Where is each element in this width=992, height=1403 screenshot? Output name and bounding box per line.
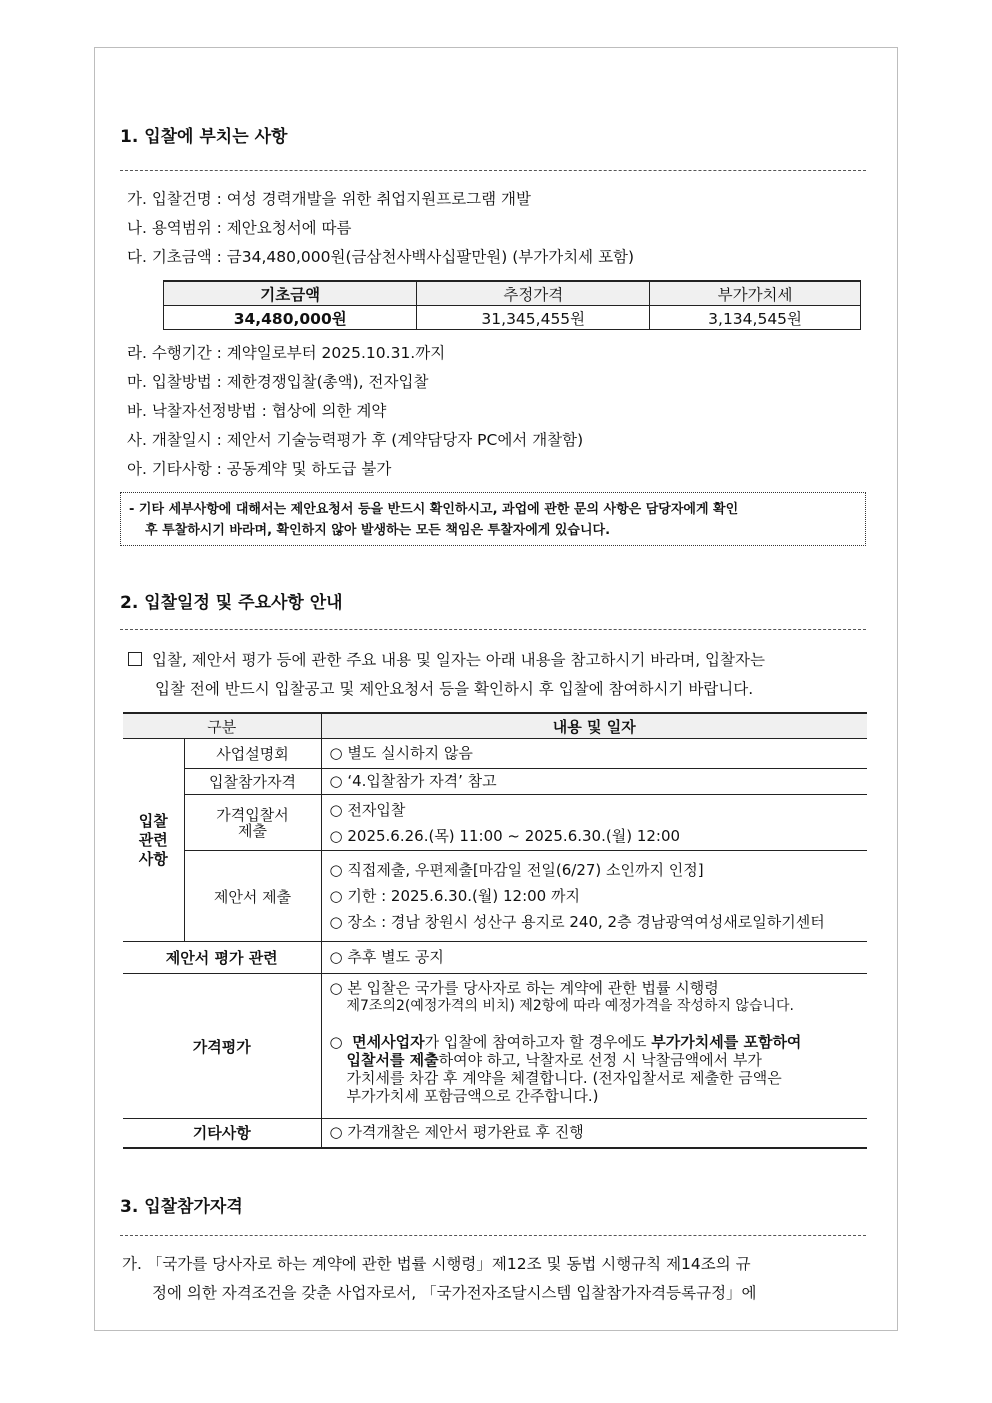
intro-line (128, 648, 765, 670)
group-label-line: 사항 (138, 849, 168, 868)
label-line: 가격입찰서 (216, 805, 289, 824)
row-content (321, 942, 867, 974)
content-line: ○ 추후 별도 공지 (329, 948, 444, 966)
text: 가 입찰에 참여하고자 할 경우에도 (424, 1033, 652, 1051)
row-label: 사업설명회 (184, 739, 321, 769)
content-line: ○ 장소 : 경남 창원시 성산구 용지로 240, 2층 경남광역여성새로일하기센터 (329, 913, 825, 931)
content-line: ○ 전자입찰 (329, 800, 406, 819)
schedule-table (123, 712, 867, 1149)
base-price-table (163, 280, 861, 330)
content-line: ○ 직접제출, 우편제출[마감일 전일(6/27) 소인까지 인정] (329, 861, 704, 879)
row-label: 가격평가 (123, 974, 321, 1119)
bold-text: 면세사업자 (352, 1033, 425, 1051)
bold-text: 부가가치세를 포함하여 (651, 1033, 802, 1051)
item-ra: 라. 수행기간 : 계약일로부터 2025.10.31.까지 (127, 344, 446, 362)
content-line: 부가가치세 포함금액으로 간주합니다.) (346, 1087, 599, 1105)
notice-box (120, 492, 866, 546)
row-label (184, 795, 321, 851)
group-label-line: 관련 (138, 830, 168, 849)
group-label (123, 739, 184, 942)
item-a: 아. 기타사항 : 공동계약 및 하도급 불가 (127, 460, 392, 478)
item-ba: 바. 낙찰자선정방법 : 협상에 의한 계약 (127, 402, 387, 420)
bullet: ○ (329, 1033, 343, 1051)
item-ga: 가. 입찰건명 : 여성 경력개발을 위한 취업지원프로그램 개발 (127, 190, 531, 208)
notice-line: - 기타 세부사항에 대해서는 제안요청서 등을 반드시 확인하시고, 과업에 관한 문의 사항은 담당자에게 확인 (129, 502, 739, 517)
content-line (322, 1051, 868, 1069)
divider (120, 629, 866, 630)
row-content (321, 739, 867, 769)
checkbox-square-icon (128, 652, 142, 666)
table-header: 추정가격 (417, 281, 650, 306)
row-label: 제안서 제출 (184, 851, 321, 942)
row-label: 입찰참가자격 (184, 769, 321, 795)
label-line: 제출 (238, 821, 267, 840)
content-line: ○ 기한 : 2025.6.30.(월) 12:00 까지 (329, 887, 580, 905)
intro-line: 입찰 전에 반드시 입찰공고 및 제안요청서 등을 확인하시 후 입찰에 참여하시기 바랍니다. (155, 680, 754, 698)
group-label-line: 입찰 (138, 811, 168, 830)
section1-title: 1. 입찰에 부치는 사항 (120, 127, 288, 147)
notice-line: 후 투찰하시기 바라며, 확인하지 않아 발생하는 모든 책임은 투찰자에게 있습니다. (145, 523, 611, 538)
row-label: 기타사항 (123, 1119, 321, 1148)
table-header: 내용 및 일자 (321, 713, 867, 739)
row-content (321, 851, 867, 942)
table-header: 기초금액 (164, 281, 417, 306)
content-line: ○ 별도 실시하지 않음 (329, 744, 473, 762)
text: 하여야 하고, 낙찰자로 선정 시 낙찰금액에서 부가 (438, 1051, 762, 1069)
content-line (322, 1033, 868, 1051)
table-cell: 31,345,455원 (417, 306, 650, 330)
content-line: ○ 본 입찰은 국가를 당사자로 하는 계약에 관한 법률 시행령 (329, 979, 719, 997)
section2-title: 2. 입찰일정 및 주요사항 안내 (120, 593, 343, 613)
row-label: 제안서 평가 관련 (123, 942, 321, 974)
bold-text: 입찰서를 제출 (346, 1051, 439, 1069)
row-content (321, 974, 867, 1119)
row-content (321, 1119, 867, 1148)
content-line: ○ 가격개찰은 제안서 평가완료 후 진행 (329, 1123, 584, 1142)
content-line: ○ ‘4.입찰참가 자격’ 참고 (329, 772, 497, 790)
item-sa: 사. 개찰일시 : 제안서 기술능력평가 후 (계약담당자 PC에서 개찰함) (127, 431, 584, 449)
table-header: 구분 (123, 713, 321, 739)
table-header: 부가가치세 (650, 281, 861, 306)
divider (120, 170, 866, 171)
row-content (321, 769, 867, 795)
content-line: 가치세를 차감 후 계약을 체결합니다. (전자입찰서로 제출한 금액은 (346, 1069, 782, 1087)
table-cell: 3,134,545원 (650, 306, 861, 330)
section3-title: 3. 입찰참가자격 (120, 1197, 243, 1217)
section3-line: 정에 의한 자격조건을 갖춘 사업자로서, 「국가전자조달시스템 입찰참가자격등록규정」에 (152, 1284, 757, 1302)
row-content (321, 795, 867, 851)
content-line: 제7조의2(예정가격의 비치) 제2항에 따라 예정가격을 작성하지 않습니다. (346, 998, 794, 1014)
item-da: 다. 기초금액 : 금34,480,000원(금삼천사백사십팔만원) (부가가치세 포함) (127, 248, 635, 266)
divider (120, 1235, 866, 1236)
content-line: ○ 2025.6.26.(목) 11:00 ~ 2025.6.30.(월) 12:00 (329, 826, 681, 845)
item-na: 나. 용역범위 : 제안요청서에 따름 (127, 219, 352, 237)
item-ma: 마. 입찰방법 : 제한경쟁입찰(총액), 전자입찰 (127, 373, 429, 391)
table-cell: 34,480,000원 (164, 306, 417, 330)
section3-line: 가. 「국가를 당사자로 하는 계약에 관한 법률 시행령」제12조 및 동법 시행규칙 제14조의 규 (122, 1255, 751, 1273)
intro-text: 입찰, 제안서 평가 등에 관한 주요 내용 및 일자는 아래 내용을 참고하시기 바라며, 입찰자는 (152, 651, 765, 669)
